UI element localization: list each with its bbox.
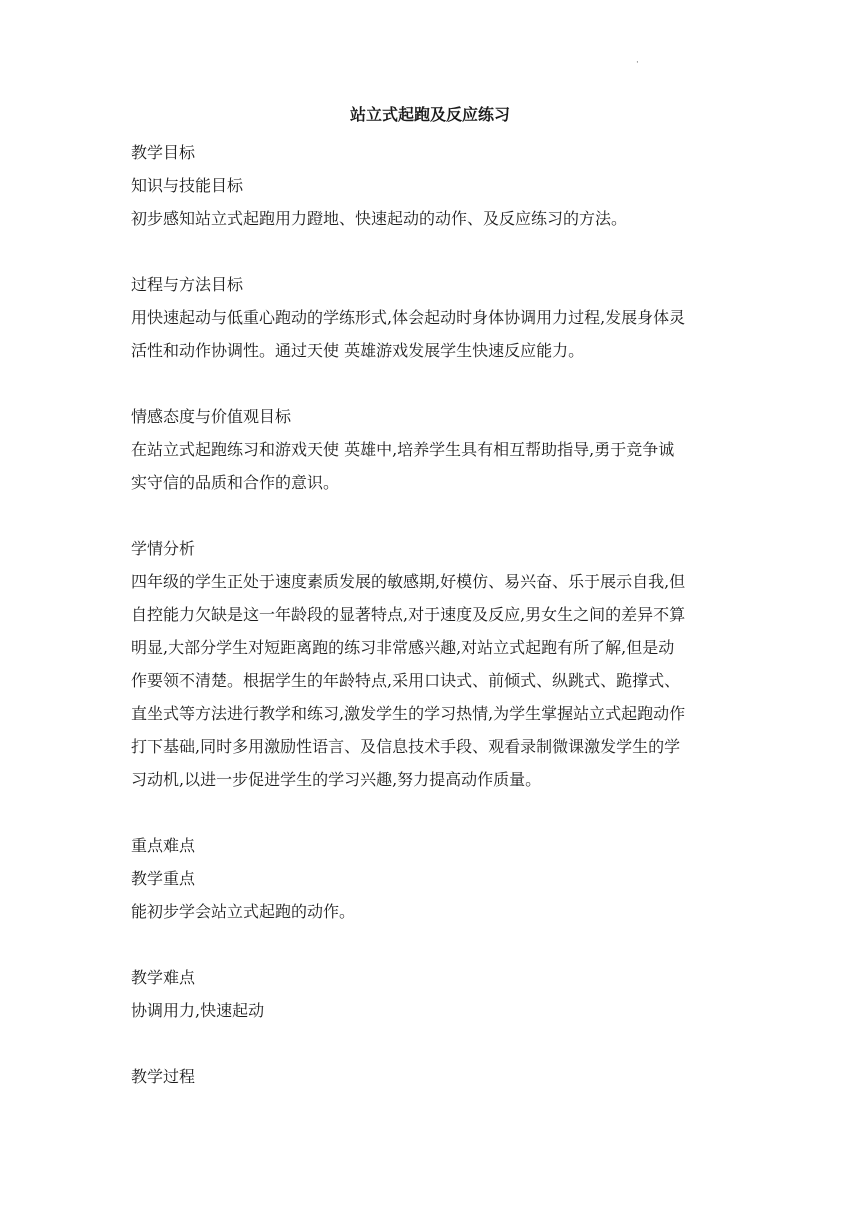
paragraph-emotion-line: 实守信的品质和合作的意识。 [131,473,340,492]
section-heading-procedure: 教学过程 [131,1067,196,1086]
subheading-knowledge: 知识与技能目标 [131,176,244,195]
section-heading-key-points: 重点难点 [131,836,196,855]
blank-line [131,235,747,268]
paragraph-process-line: 活性和动作协调性。通过天使 英雄游戏发展学生快速反应能力。 [131,341,585,360]
blank-line [131,928,747,961]
subheading-process: 过程与方法目标 [131,275,244,294]
blank-line [131,367,747,400]
paragraph-difficulty: 协调用力,快速起动 [131,1001,265,1020]
paragraph-process-line: 用快速起动与低重心跑动的学练形式,体会起动时身体协调用力过程,发展身体灵 [131,308,686,327]
document-title: 站立式起跑及反应练习 [349,105,510,124]
paragraph-focus: 能初步学会站立式起跑的动作。 [131,902,356,921]
paragraph-analysis-line: 作要领不清楚。根据学生的年龄特点,采用口诀式、前倾式、纵跳式、跪撑式、 [131,671,681,690]
blank-line [131,499,747,532]
paragraph-analysis-line: 直坐式等方法进行教学和练习,激发学生的学习热情,为学生掌握站立式起跑动作 [131,704,686,723]
blank-line [131,796,747,829]
document-body [131,136,747,1093]
subheading-focus: 教学重点 [131,869,196,888]
paragraph-emotion-line: 在站立式起跑练习和游戏天使 英雄中,培养学生具有相互帮助指导,勇于竞争诚 [131,440,675,459]
subheading-difficulty: 教学难点 [131,968,196,987]
section-heading-objectives: 教学目标 [131,143,196,162]
section-heading-analysis: 学情分析 [131,539,196,558]
paragraph-analysis-line: 明显,大部分学生对短距离跑的练习非常感兴趣,对站立式起跑有所了解,但是动 [131,638,675,657]
subheading-emotion: 情感态度与价值观目标 [131,407,292,426]
paragraph-analysis-line: 打下基础,同时多用激励性语言、及信息技术手段、观看录制微课激发学生的学 [131,737,681,756]
paragraph-knowledge: 初步感知站立式起跑用力蹬地、快速起动的动作、及反应练习的方法。 [131,209,628,228]
blank-line [131,1027,747,1060]
paragraph-analysis-line: 自控能力欠缺是这一年龄段的显著特点,对于速度及反应,男女生之间的差异不算 [131,605,686,624]
paragraph-analysis-line: 四年级的学生正处于速度素质发展的敏感期,好模仿、易兴奋、乐于展示自我,但 [131,572,686,591]
paragraph-analysis-line: 习动机,以进一步促进学生的学习兴趣,努力提高动作质量。 [131,770,542,789]
corner-mark: · [636,58,639,68]
